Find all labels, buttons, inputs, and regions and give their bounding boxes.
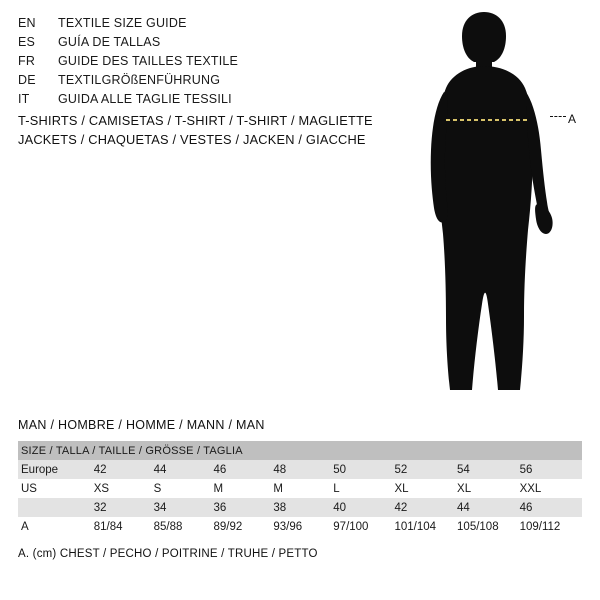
- table-cell: 56: [520, 460, 582, 479]
- size-table: [18, 441, 582, 536]
- male-torso-silhouette-icon: [400, 8, 600, 408]
- table-cell: XL: [457, 479, 520, 498]
- table-cell: 105/108: [457, 517, 520, 536]
- table-cell: 52: [395, 460, 458, 479]
- language-list: [18, 16, 368, 111]
- category-line-tshirts: T-SHIRTS / CAMISETAS / T-SHIRT / T-SHIRT / MAGLIETTE: [18, 113, 373, 128]
- footnote-chest-measure: A. (cm) CHEST / PECHO / POITRINE / TRUHE / PETTO: [18, 548, 318, 560]
- table-cell: 46: [520, 498, 582, 517]
- measure-leader-line: [550, 116, 566, 117]
- table-header-row: [18, 441, 582, 460]
- table-cell: 40: [333, 498, 394, 517]
- measure-label-a: A: [568, 112, 577, 126]
- table-row: [18, 460, 582, 479]
- table-cell: 85/88: [154, 517, 214, 536]
- language-title: GUÍA DE TALLAS: [58, 35, 161, 49]
- table-cell: 34: [154, 498, 214, 517]
- table-cell: 36: [214, 498, 274, 517]
- table-cell: 109/112: [520, 517, 582, 536]
- table-cell: 97/100: [333, 517, 394, 536]
- table-cell: 48: [273, 460, 333, 479]
- garment-categories: [18, 111, 378, 149]
- table-cell: L: [333, 479, 394, 498]
- table-cell: M: [273, 479, 333, 498]
- table-header-label: SIZE / TALLA / TAILLE / GRÖSSE / TAGLIA: [18, 441, 582, 460]
- language-code: IT: [18, 92, 30, 106]
- table-cell: S: [154, 479, 214, 498]
- table-cell: 42: [94, 460, 154, 479]
- body-figure: [400, 8, 600, 408]
- language-row: [18, 54, 368, 73]
- table-cell: 50: [333, 460, 394, 479]
- row-label: [18, 498, 94, 517]
- table-cell: 42: [395, 498, 458, 517]
- table-cell: 89/92: [214, 517, 274, 536]
- table-cell: XL: [395, 479, 458, 498]
- language-title: GUIDE DES TAILLES TEXTILE: [58, 54, 239, 68]
- table-cell: 32: [94, 498, 154, 517]
- row-label: US: [18, 479, 94, 498]
- table-cell: 54: [457, 460, 520, 479]
- language-row: [18, 73, 368, 92]
- row-label: A: [18, 517, 94, 536]
- table-row: [18, 517, 582, 536]
- language-title: GUIDA ALLE TAGLIE TESSILI: [58, 92, 232, 106]
- table-row: [18, 498, 582, 517]
- language-code: ES: [18, 35, 36, 49]
- table-cell: 44: [457, 498, 520, 517]
- category-line-jackets: JACKETS / CHAQUETAS / VESTES / JACKEN / GIACCHE: [18, 132, 366, 147]
- language-row: [18, 16, 368, 35]
- language-code: FR: [18, 54, 36, 68]
- table-cell: 101/104: [395, 517, 458, 536]
- language-row: [18, 92, 368, 111]
- table-cell: 38: [273, 498, 333, 517]
- language-title: TEXTILE SIZE GUIDE: [58, 16, 187, 30]
- table-cell: 46: [214, 460, 274, 479]
- language-code: DE: [18, 73, 36, 87]
- row-label: Europe: [18, 460, 94, 479]
- language-code: EN: [18, 16, 36, 30]
- language-title: TEXTILGRÖßENFÜHRUNG: [58, 73, 221, 87]
- language-row: [18, 35, 368, 54]
- table-cell: 93/96: [273, 517, 333, 536]
- table-cell: 44: [154, 460, 214, 479]
- table-cell: XS: [94, 479, 154, 498]
- table-cell: XXL: [520, 479, 582, 498]
- table-row: [18, 479, 582, 498]
- section-heading-man: MAN / HOMBRE / HOMME / MANN / MAN: [18, 418, 265, 432]
- table-cell: M: [214, 479, 274, 498]
- table-cell: 81/84: [94, 517, 154, 536]
